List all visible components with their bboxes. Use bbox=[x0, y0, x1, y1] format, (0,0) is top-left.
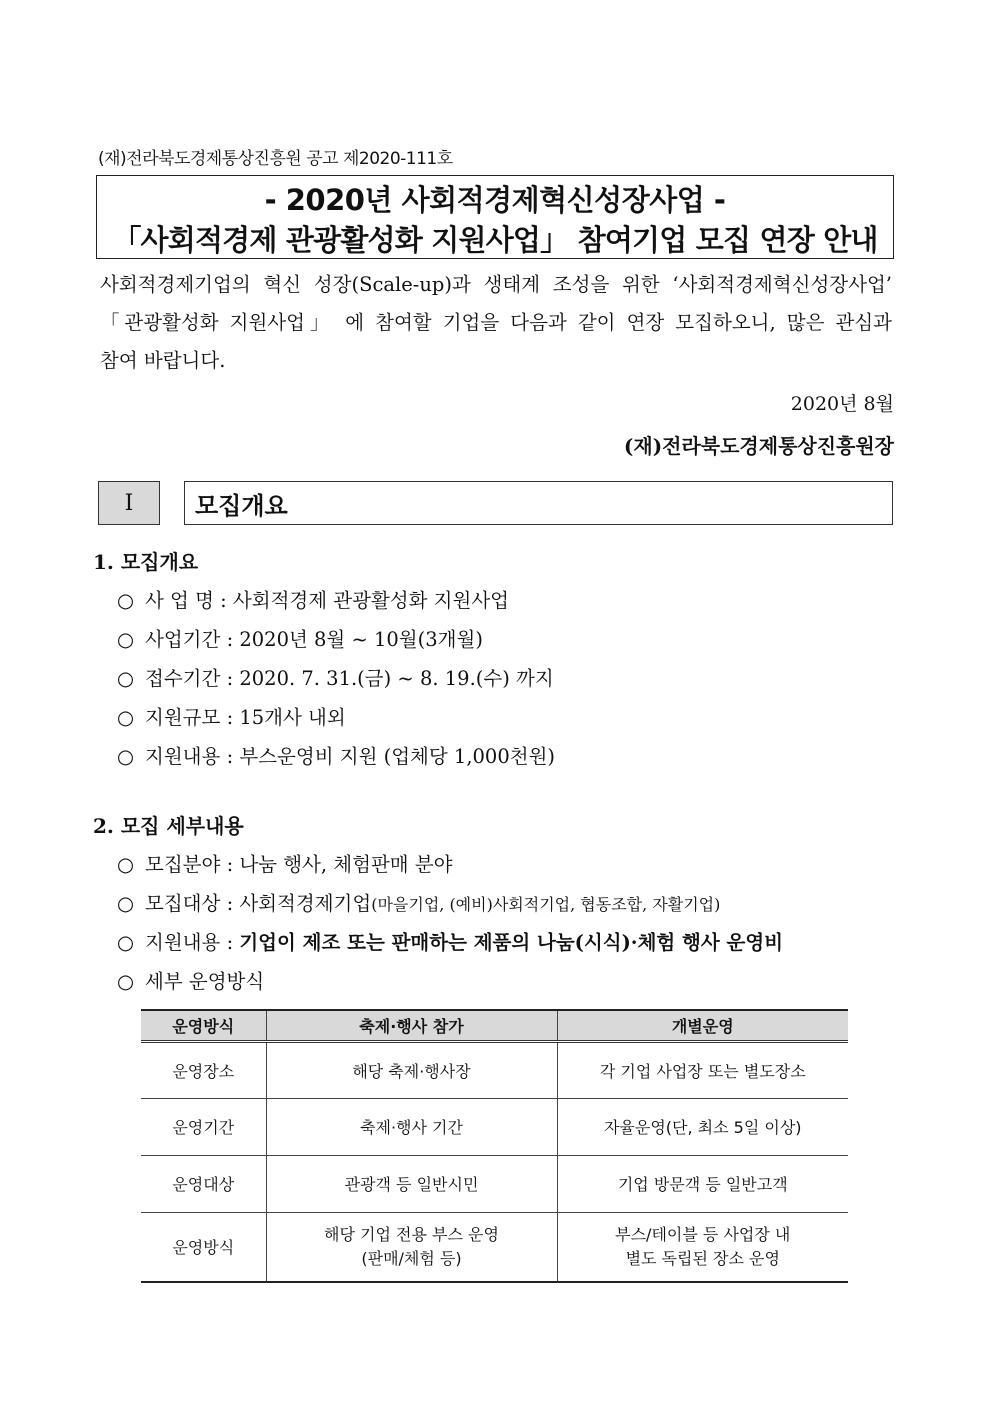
title-line-2: 「사회적경제 관광활성화 지원사업」 참여기업 모집 연장 안내 bbox=[112, 223, 878, 257]
item-separator: : bbox=[226, 892, 234, 915]
item-value: 기업이 제조 또는 판매하는 제품의 나눔(시식)·체험 행사 운영비 bbox=[239, 931, 784, 954]
item-label: 지원내용 bbox=[145, 931, 221, 954]
item-value: 나눔 행사, 체험판매 분야 bbox=[239, 853, 453, 876]
intro-line-2: 「관광활성화 지원사업」 에 참여할 기업을 다음과 같이 연장 모집하오니, 많은 관심과 bbox=[100, 311, 892, 334]
table-cell: 기업 방문객 등 일반고객 bbox=[557, 1155, 848, 1212]
notice-date: 2020년 8월 bbox=[790, 393, 894, 415]
section-title: 모집개요 bbox=[184, 481, 893, 525]
intro-line-3: 참여 바랍니다. bbox=[100, 349, 226, 372]
item-label: 모집대상 bbox=[145, 892, 221, 915]
table-row bbox=[141, 1212, 848, 1282]
list-item bbox=[117, 888, 720, 916]
table-cell: 각 기업 사업장 또는 별도장소 bbox=[557, 1041, 848, 1098]
item-value: 사회적경제 관광활성화 지원사업 bbox=[232, 589, 510, 612]
list-item bbox=[117, 849, 453, 877]
bullet-icon: ○ bbox=[117, 745, 135, 768]
item-value: 2020. 7. 31.(금) ~ 8. 19.(수) 까지 bbox=[239, 667, 554, 690]
item-separator: : bbox=[226, 667, 234, 690]
title-box bbox=[96, 175, 894, 259]
table-cell bbox=[266, 1212, 557, 1282]
organization-name: (재)전라북도경제통상진흥원장 bbox=[623, 434, 894, 458]
column-header: 운영방식 bbox=[172, 1016, 235, 1036]
bullet-icon: ○ bbox=[117, 589, 135, 612]
list-item bbox=[117, 702, 346, 730]
intro-line-1: 사회적경제기업의 혁신 성장(Scale-up)과 생태계 조성을 위한 ‘사회적경제혁신성장사업’ bbox=[100, 273, 892, 296]
item-label: 사 업 명 bbox=[145, 589, 214, 612]
item-separator: : bbox=[226, 853, 234, 876]
item-label: 지원규모 bbox=[145, 706, 221, 729]
item-separator: : bbox=[226, 745, 234, 768]
table-cell: 축제·행사 기간 bbox=[266, 1098, 557, 1155]
table-cell: 운영장소 bbox=[172, 1061, 235, 1081]
column-header: 축제·행사 참가 bbox=[266, 1010, 557, 1041]
title-line-1: - 2020년 사회적경제혁신성장사업 - bbox=[264, 183, 726, 217]
table-row bbox=[141, 1098, 848, 1155]
overview-heading: 1. 모집개요 bbox=[93, 550, 199, 574]
bullet-icon: ○ bbox=[117, 970, 135, 993]
cell-line: 별도 독립된 장소 운영 bbox=[625, 1248, 780, 1268]
table-cell bbox=[557, 1212, 848, 1282]
item-separator: : bbox=[220, 589, 227, 612]
cell-line: (판매/체험 등) bbox=[361, 1248, 462, 1268]
item-separator: : bbox=[226, 628, 234, 651]
list-item bbox=[117, 624, 483, 652]
item-label: 지원내용 bbox=[145, 745, 221, 768]
intro-paragraph bbox=[100, 266, 892, 380]
item-separator: : bbox=[226, 706, 234, 729]
table-header-row bbox=[141, 1010, 848, 1041]
operation-methods-table bbox=[141, 1009, 848, 1283]
item-value: 부스운영비 지원 (업체당 1,000천원) bbox=[239, 745, 556, 768]
bullet-icon: ○ bbox=[117, 892, 135, 915]
bullet-icon: ○ bbox=[117, 667, 135, 690]
table-row bbox=[141, 1041, 848, 1098]
details-heading: 2. 모집 세부내용 bbox=[93, 814, 244, 838]
notice-number: (재)전라북도경제통상진흥원 공고 제2020-111호 bbox=[98, 149, 453, 169]
bullet-icon: ○ bbox=[117, 628, 135, 651]
list-item bbox=[117, 966, 264, 994]
item-label: 세부 운영방식 bbox=[145, 970, 265, 993]
item-separator: : bbox=[226, 931, 234, 954]
list-item bbox=[117, 663, 554, 691]
bullet-icon: ○ bbox=[117, 706, 135, 729]
cell-line: 해당 기업 전용 부스 운영 bbox=[324, 1224, 499, 1244]
item-label: 모집분야 bbox=[145, 853, 221, 876]
table-row bbox=[141, 1155, 848, 1212]
table-cell: 운영기간 bbox=[172, 1118, 235, 1137]
list-item bbox=[117, 741, 555, 769]
item-label: 접수기간 bbox=[145, 667, 221, 690]
table-cell: 운영대상 bbox=[172, 1175, 235, 1194]
list-item bbox=[117, 927, 783, 955]
table-cell: 자율운영(단, 최소 5일 이상) bbox=[557, 1098, 848, 1155]
item-value: 사회적경제기업 bbox=[239, 892, 372, 915]
table-cell: 관광객 등 일반시민 bbox=[266, 1155, 557, 1212]
bullet-icon: ○ bbox=[117, 931, 135, 954]
item-value: 2020년 8월 ~ 10월(3개월) bbox=[239, 628, 483, 651]
item-note: (마을기업, (예비)사회적기업, 협동조합, 자활기업) bbox=[371, 895, 721, 914]
item-value: 15개사 내외 bbox=[239, 706, 346, 729]
item-label: 사업기간 bbox=[145, 628, 221, 651]
bullet-icon: ○ bbox=[117, 853, 135, 876]
list-item bbox=[117, 585, 509, 613]
section-number: Ⅰ bbox=[98, 481, 160, 525]
column-header: 개별운영 bbox=[557, 1010, 848, 1041]
cell-line: 부스/테이블 등 사업장 내 bbox=[615, 1224, 791, 1244]
table-cell: 해당 축제·행사장 bbox=[266, 1041, 557, 1098]
table-cell: 운영방식 bbox=[172, 1238, 235, 1258]
